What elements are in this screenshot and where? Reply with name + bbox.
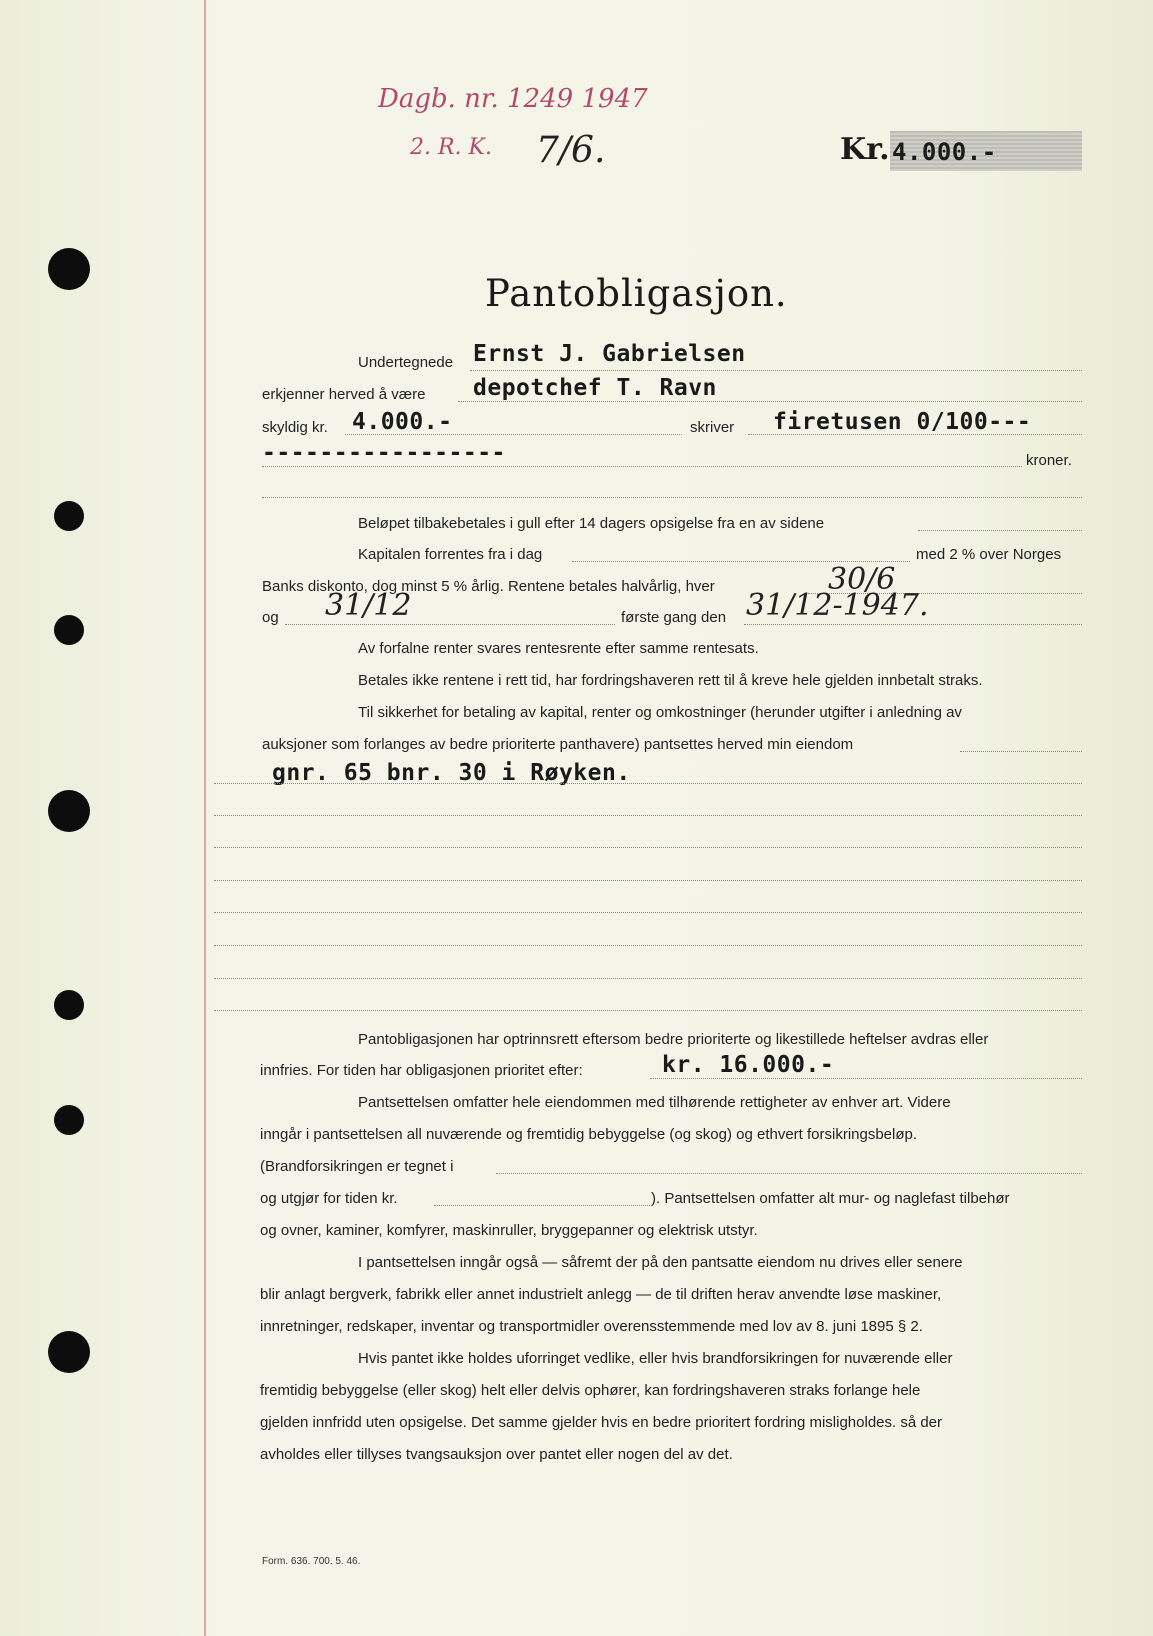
section2-line-3: Pantsettelsen omfatter hele eiendommen med tilhørende rettigheter av enhver art. Videre	[358, 1094, 951, 1111]
section2-line-14: avholdes eller tillyses tvangsauksjon over pantet eller nogen del av det.	[260, 1446, 733, 1463]
dotted-line	[214, 912, 1082, 913]
dotted-line	[262, 497, 1082, 498]
stamp-date: 7/6.	[536, 130, 606, 171]
dotted-line	[214, 1010, 1082, 1011]
property-description: gnr. 65 bnr. 30 i Røyken.	[272, 760, 631, 786]
dotted-line	[918, 530, 1082, 531]
prior-liens-amount: kr. 16.000.-	[662, 1052, 835, 1078]
section2-line-5: (Brandforsikringen er tegnet i	[260, 1158, 454, 1175]
margin-line	[204, 0, 206, 1636]
binder-hole	[48, 790, 90, 832]
section2-line-8: I pantsettelsen inngår også — såfremt der på den pantsatte eiendom nu drives eller senere	[358, 1254, 963, 1271]
dotted-line	[650, 1078, 1082, 1079]
document-title: Pantobligasjon.	[485, 272, 788, 315]
binder-hole	[48, 1331, 90, 1373]
dotted-line	[214, 978, 1082, 979]
debtor-name: Ernst J. Gabrielsen	[473, 341, 746, 367]
dotted-line	[470, 370, 1082, 371]
amount-in-words: firetusen 0/100---	[773, 409, 1032, 435]
body-line-2b: med 2 % over Norges	[916, 546, 1062, 563]
section2-line-1: Pantobligasjonen har optrinnsrett eftersom bedre prioriterte og likestillede heftelser avdras eller	[358, 1031, 989, 1048]
registration-stamp-line2: 2. R. K.	[410, 135, 492, 160]
body-line-7: Til sikkerhet for betaling av kapital, renter og omkostninger (herunder utgifter i anledning av	[358, 704, 962, 721]
dotted-line	[214, 783, 1082, 784]
section2-line-6a: og utgjør for tiden kr.	[260, 1190, 398, 1207]
section2-line-13: gjelden innfridd uten opsigelse. Det samme gjelder hvis en bedre prioritert fordring misligholdes. så der	[260, 1414, 943, 1431]
section2-line-7: og ovner, kaminer, komfyrer, maskinruller, bryggepanner og elektrisk utstyr.	[260, 1222, 758, 1239]
body-line-4a: og	[262, 609, 279, 626]
section2-line-4: inngår i pantsettelsen all nuværende og fremtidig bebyggelse (og skog) og ethvert forsikringsbeløp.	[260, 1126, 918, 1143]
first-payment-date: 31/12-1947.	[746, 588, 929, 623]
dash-filler: -----------------	[262, 440, 506, 466]
interest-date-2: 31/12	[325, 588, 412, 623]
amount-label: Kr.	[840, 132, 890, 167]
dotted-line	[458, 401, 1082, 402]
dotted-line	[496, 1173, 1082, 1174]
dotted-line	[285, 624, 615, 625]
body-line-6: Betales ikke rentene i rett tid, har fordringshaveren rett til å kreve hele gjelden innbetalt straks.	[358, 672, 983, 689]
dotted-line	[214, 815, 1082, 816]
creditor-name: depotchef T. Ravn	[473, 375, 717, 401]
binder-hole	[48, 248, 90, 290]
erkjenner-label: erkjenner herved å være	[262, 386, 426, 403]
section2-line-10: innretninger, redskaper, inventar og transportmidler overensstemmende med lov av 8. juni 1895 § 2.	[260, 1318, 923, 1335]
registration-stamp-line1: Dagb. nr. 1249 1947	[378, 84, 648, 114]
binder-hole	[54, 615, 84, 645]
dotted-line	[960, 751, 1082, 752]
interest-date-1: 30/6	[828, 562, 896, 597]
undertegnede-label: Undertegnede	[358, 354, 454, 371]
kroner-label: kroner.	[1026, 452, 1072, 469]
section2-line-2: innfries. For tiden har obligasjonen prioritet efter:	[260, 1062, 583, 1079]
body-line-3a: Banks diskonto, dog minst 5 % årlig. Rentene betales halvårlig, hver	[262, 578, 715, 595]
section2-line-9: blir anlagt bergverk, fabrikk eller annet industrielt anlegg — de til driften herav anvendte løse maskiner,	[260, 1286, 942, 1303]
section2-line-12: fremtidig bebyggelse (eller skog) helt eller delvis ophører, kan fordringshaveren straks forlange hele	[260, 1382, 921, 1399]
body-line-1: Beløpet tilbakebetales i gull efter 14 dagers opsigelse fra en av sidene	[358, 515, 825, 532]
dotted-line	[214, 880, 1082, 881]
body-line-5: Av forfalne renter svares rentesrente efter samme rentesats.	[358, 640, 759, 657]
dotted-line	[214, 847, 1082, 848]
dotted-line	[214, 945, 1082, 946]
form-number: Form. 636. 700. 5. 46.	[262, 1556, 361, 1567]
section2-line-11: Hvis pantet ikke holdes uforringet vedlike, eller hvis brandforsikringen for nuværende eller	[358, 1350, 953, 1367]
dotted-line	[262, 466, 1022, 467]
binder-hole	[54, 1105, 84, 1135]
dotted-line	[744, 624, 1082, 625]
body-line-2a: Kapitalen forrentes fra i dag	[358, 546, 543, 563]
binder-hole	[54, 990, 84, 1020]
skyldig-label: skyldig kr.	[262, 419, 328, 436]
body-line-4b: første gang den	[621, 609, 727, 626]
body-line-8: auksjoner som forlanges av bedre prioriterte panthavere) pantsettes herved min eiendom	[262, 736, 854, 753]
debt-amount: 4.000.-	[352, 409, 453, 435]
amount-value: 4.000.-	[892, 138, 997, 166]
dotted-line	[434, 1205, 650, 1206]
binder-hole	[54, 501, 84, 531]
skriver-label: skriver	[690, 419, 735, 436]
section2-line-6b: ). Pantsettelsen omfatter alt mur- og naglefast tilbehør	[651, 1190, 1010, 1207]
